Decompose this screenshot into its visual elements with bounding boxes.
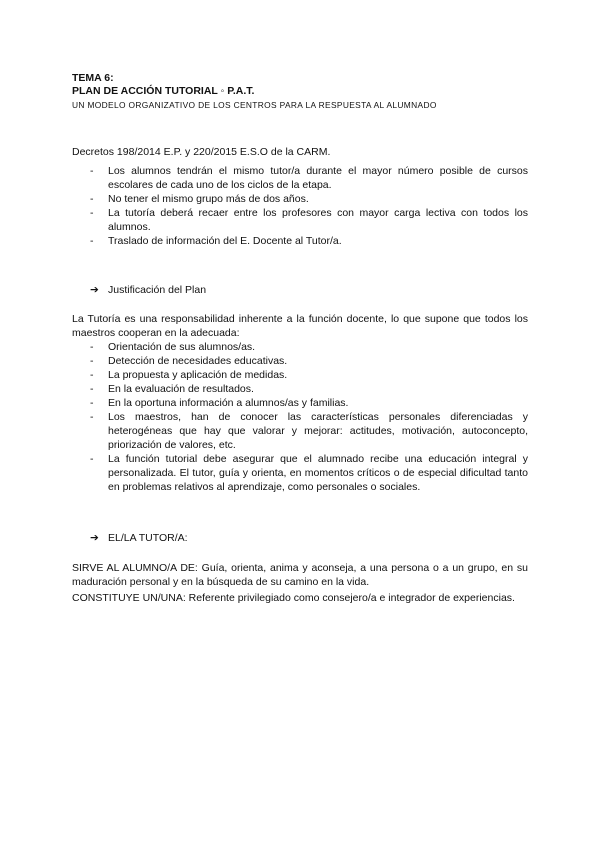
list-item: - No tener el mismo grupo más de dos años. (90, 193, 309, 205)
decretos-text: Decretos 198/2014 E.P. y 220/2015 E.S.O de la CARM. (72, 146, 331, 158)
justificacion-list (90, 340, 528, 494)
topic-number: TEMA 6: (72, 72, 114, 84)
list-item: - La propuesta y aplicación de medidas. (90, 369, 288, 381)
decretos-list (90, 164, 528, 248)
list-item: - En la oportuna información a alumnos/as y familias. (90, 397, 349, 409)
arrow-icon: ➔ (90, 532, 99, 544)
justificacion-heading (90, 283, 206, 297)
tutor-heading-text: EL/LA TUTOR/A: (108, 532, 188, 544)
list-item: - La tutoría deberá recaer entre los profesores con mayor carga lectiva con todos los alumnos. (90, 207, 528, 233)
document-subtitle: UN MODELO ORGANIZATIVO DE LOS CENTROS PARA LA RESPUESTA AL ALUMNADO (72, 100, 437, 110)
list-item: - Los alumnos tendrán el mismo tutor/a durante el mayor número posible de cursos escolares de cada uno de los ciclos de la etapa. (90, 165, 528, 191)
tutor-sirve: SIRVE AL ALUMNO/A DE: Guía, orienta, anima y aconseja, a una persona o a un grupo, en su maduración personal y en la búsqueda de su camino en la vida. (72, 562, 528, 588)
title-separator: ◦ (220, 85, 225, 97)
justificacion-intro: La Tutoría es una responsabilidad inherente a la función docente, lo que supone que todos los maestros cooperan en la adecuada: (72, 313, 528, 339)
list-item: - Traslado de información del E. Docente al Tutor/a. (90, 235, 342, 247)
tutor-heading (90, 531, 188, 545)
list-item: - La función tutorial debe asegurar que el alumnado recibe una educación integral y personalizada. El tutor, guía y orienta, en momentos críticos o de especial dificultad tanto en problemas relativos al aprendizaje, como personales o sociales. (90, 453, 528, 493)
list-item: - En la evaluación de resultados. (90, 383, 254, 395)
justificacion-heading-text: Justificación del Plan (108, 284, 207, 296)
title-abbreviation: P.A.T. (227, 85, 255, 97)
document-title (72, 85, 254, 97)
list-item: - Los maestros, han de conocer las características personales diferenciadas y heterogéneas que hay que valorar y mejorar: actitudes, motivación, autoconcepto, priorización de valores, etc. (90, 411, 528, 451)
list-item: - Detección de necesidades educativas. (90, 355, 288, 367)
arrow-icon: ➔ (90, 284, 99, 296)
tutor-constituye: CONSTITUYE UN/UNA: Referente privilegiado como consejero/a e integrador de experiencias. (72, 592, 515, 604)
list-item: - Orientación de sus alumnos/as. (90, 341, 256, 353)
title-text: PLAN DE ACCIÓN TUTORIAL (72, 85, 218, 97)
